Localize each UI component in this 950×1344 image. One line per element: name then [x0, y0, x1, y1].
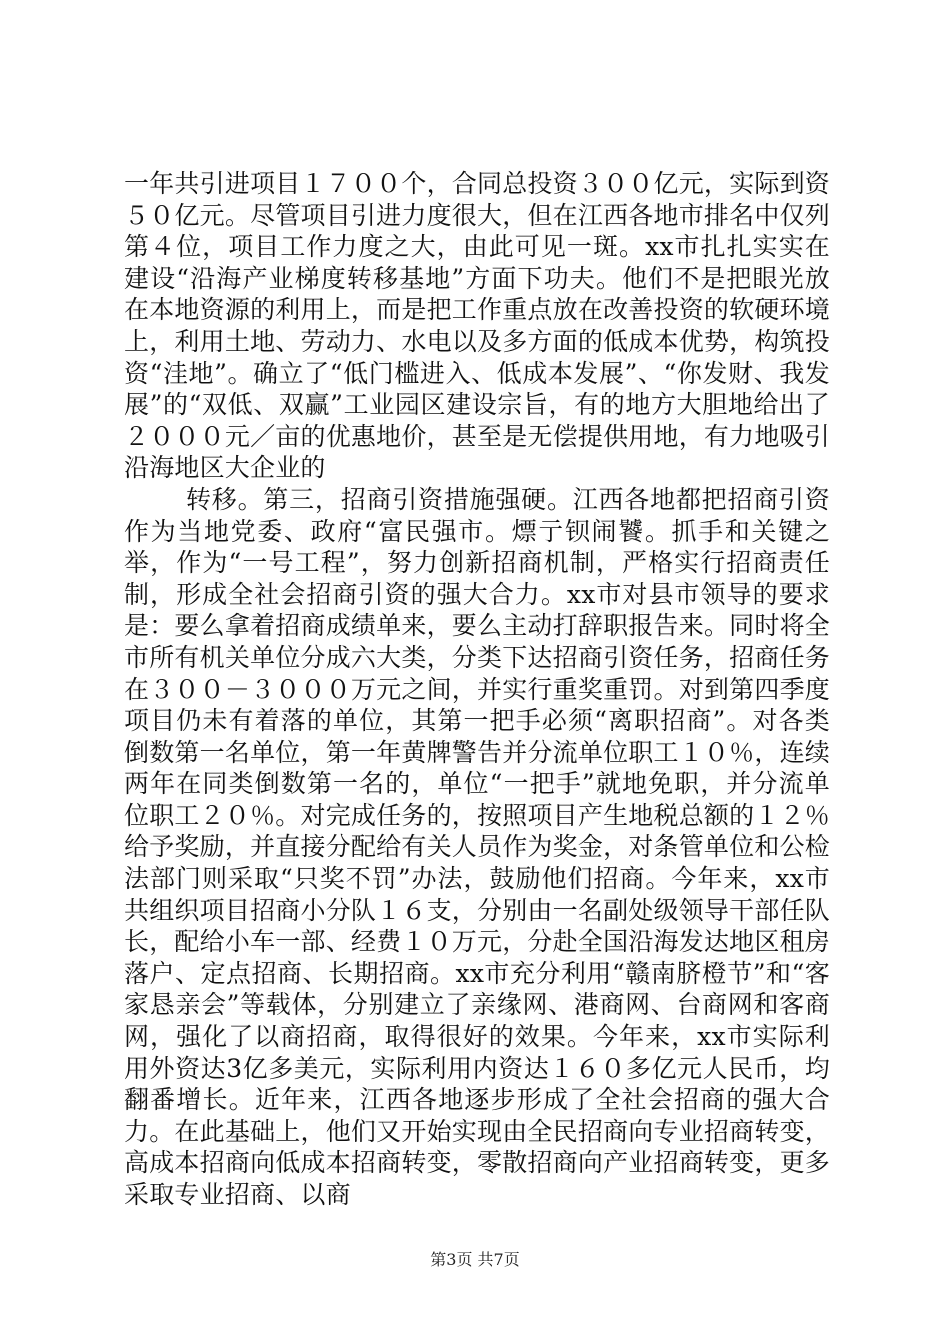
paragraph-1: 一年共引进项目１７００个，合同总投资３００亿元，实际到资５０亿元。尽管项目引进力度很大，但在江西各地市排名中仅列第４位，项目工作力度之大，由此可见一斑。xx市扎扎实实在建设“沿海产业梯度转移基地”方面下功夫。他们不是把眼光放在本地资源的利用上，而是把工作重点放在改善投资的软硬环境上，利用土地、劳动力、水电以及多方面的低成本优势，构筑投资“洼地”。确立了“低门槛进入、低成本发展”、“你发财、我发展”的“双低、双赢”工业园区建设宗旨，有的地方大胆地给出了２０００元／亩的优惠地价，甚至是无偿提供用地，有力地吸引沿海地区大企业的	[124, 169, 830, 483]
document-body	[124, 168, 830, 1211]
paragraph-2: 转移。第三，招商引资措施强硬。江西各地都把招商引资作为当地党委、政府“富民强市。熛亍钡闹饕。抓手和关键之举，作为“一号工程”，努力创新招商机制，严格实行招商责任制，形成全社会招商引资的强大合力。xx市对县市领导的要求是：要么拿着招商成绩单来，要么主动打辞职报告来。同时将全市所有机关单位分成六大类，分类下达招商引资任务，招商任务在３００－３０００万元之间，并实行重奖重罚。对到第四季度项目仍未有着落的单位，其第一把手必须“离职招商”。对各类倒数第一名单位，第一年黄牌警告并分流单位职工１０％，连续两年在同类倒数第一名的，单位“一把手”就地免职，并分流单位职工２０％。对完成任务的，按照项目产生地税总额的１２％给予奖励，并直接分配给有关人员作为奖金，对条管单位和公检法部门则采取“只奖不罚”办法，鼓励他们招商。今年来，xx市共组织项目招商小分队１６支，分别由一名副处级领导干部任队长，配给小车一部、经费１０万元，分赴全国沿海发达地区租房落户、定点招商、长期招商。xx市充分利用“赣南脐橙节”和“客家恳亲会”等载体，分别建立了亲缘网、港商网、台商网和客商网，强化了以商招商，取得很好的效果。今年来，xx市实际利用外资达3亿多美元，实际利用内资达１６０多亿元人民币，均翻番增长。近年来，江西各地逐步形成了全社会招商的强大合力。在此基础上，他们又开始实现由全民招商向专业招商转变，高成本招商向低成本招商转变，零散招商向产业招商转变，更多采取专业招商、以商	[124, 484, 830, 1209]
page-number-footer: 第3页 共7页	[430, 1250, 520, 1269]
